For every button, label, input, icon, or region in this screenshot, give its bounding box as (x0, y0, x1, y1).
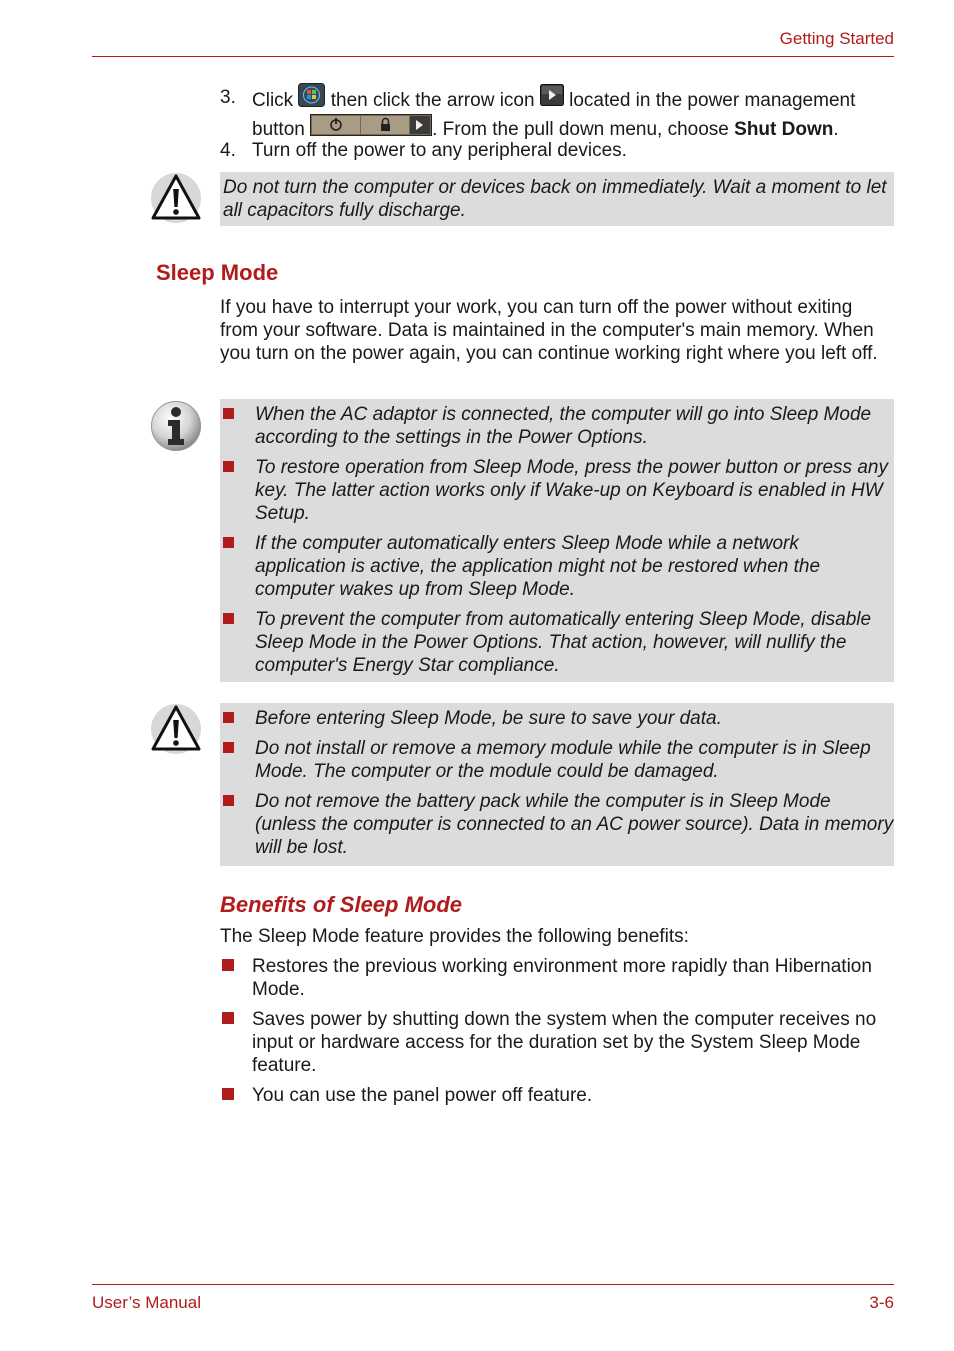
subsection-title: Benefits of Sleep Mode (220, 892, 463, 917)
step-text: Turn off the power to any peripheral devices. (252, 140, 627, 161)
list-item-text: Restores the previous working environment more rapidly than Hibernation Mode. (252, 956, 872, 1000)
step-text: Click (252, 90, 294, 112)
list-item-text: You can use the panel power off feature. (252, 1085, 593, 1106)
list-item-text: To prevent the computer from automatically entering Sleep Mode, disable Sleep Mode in the Power Options. That action, however, will nullify the computer's Energy Star compliance. (255, 609, 872, 676)
bullet-icon (222, 1088, 234, 1100)
caution-note (220, 172, 894, 226)
benefits-list-container (220, 955, 894, 1114)
list-item (220, 532, 894, 601)
step-text: . From the pull down menu, choose (432, 119, 729, 141)
bullet-icon (223, 795, 234, 806)
list-item-text: Before entering Sleep Mode, be sure to save your data. (255, 708, 722, 729)
bullet-icon (223, 613, 234, 624)
bullet-icon (222, 1012, 234, 1024)
list-item (220, 608, 894, 677)
list-item-text: If the computer automatically enters Sleep Mode while a network application is active, the application might not be restored when the computer wakes up from Sleep Mode. (255, 533, 821, 600)
list-item (220, 737, 894, 783)
arrow-right-icon (540, 84, 564, 112)
bullet-icon (223, 408, 234, 419)
section-title: Sleep Mode (156, 260, 279, 285)
bullet-icon (223, 712, 234, 723)
benefits-intro: The Sleep Mode feature provides the following benefits: (220, 926, 689, 947)
info-note-list (220, 403, 894, 677)
warning-triangle-icon (150, 703, 202, 755)
footer-rule (92, 1284, 894, 1285)
list-item-text: To restore operation from Sleep Mode, press the power button or press any key. The latter action works only if Wake-up on Keyboard is enabled in HW Setup. (255, 457, 888, 524)
step-emphasis: Shut Down (734, 119, 834, 141)
step-3 (220, 86, 894, 144)
step-text: . (833, 119, 839, 141)
windows-start-icon (298, 83, 325, 113)
step-text: located in the power management button (252, 90, 856, 141)
page-number: 3-6 (869, 1293, 894, 1312)
info-icon (150, 400, 202, 452)
list-item-text: Do not install or remove a memory module while the computer is in Sleep Mode. The computer or the module could be damaged. (255, 738, 871, 782)
benefits-list (220, 955, 894, 1107)
bullet-icon (223, 461, 234, 472)
caution-note (220, 703, 894, 866)
list-item (220, 955, 894, 1001)
list-item (220, 456, 894, 525)
section-intro: If you have to interrupt your work, you can turn off the power without exiting from your software. Data is maintained in the computer's main memory. When you turn on the power again, you can continue working right where you left off. (220, 297, 878, 364)
list-item-text: Saves power by shutting down the system when the computer receives no input or hardware access for the duration set by the System Sleep Mode feature. (252, 1009, 877, 1076)
list-item (220, 707, 894, 730)
step-number: 4. (220, 140, 236, 161)
info-note (220, 399, 894, 682)
caution-text: Do not turn the computer or devices back on immediately. Wait a moment to let all capacitors fully discharge. (223, 177, 887, 221)
caution-list (220, 707, 894, 859)
bullet-icon (222, 959, 234, 971)
header-title: Getting Started (779, 29, 894, 48)
bullet-icon (223, 742, 234, 753)
warning-triangle-icon (150, 172, 202, 224)
footer-manual-title: User’s Manual (92, 1293, 201, 1312)
list-item (220, 790, 894, 859)
bullet-icon (223, 537, 234, 548)
step-4 (220, 139, 894, 162)
power-lock-button-icon (310, 114, 432, 142)
list-item (220, 403, 894, 449)
list-item (220, 1084, 894, 1107)
list-item-text: When the AC adaptor is connected, the computer will go into Sleep Mode according to the settings in the Power Options. (255, 404, 872, 448)
step-text: then click the arrow icon (330, 90, 535, 112)
list-item-text: Do not remove the battery pack while the computer is in Sleep Mode (unless the computer is connected to an AC power source). Data in memory will be lost. (255, 791, 894, 858)
header-rule (92, 56, 894, 57)
step-number: 3. (220, 87, 236, 108)
list-item (220, 1008, 894, 1077)
